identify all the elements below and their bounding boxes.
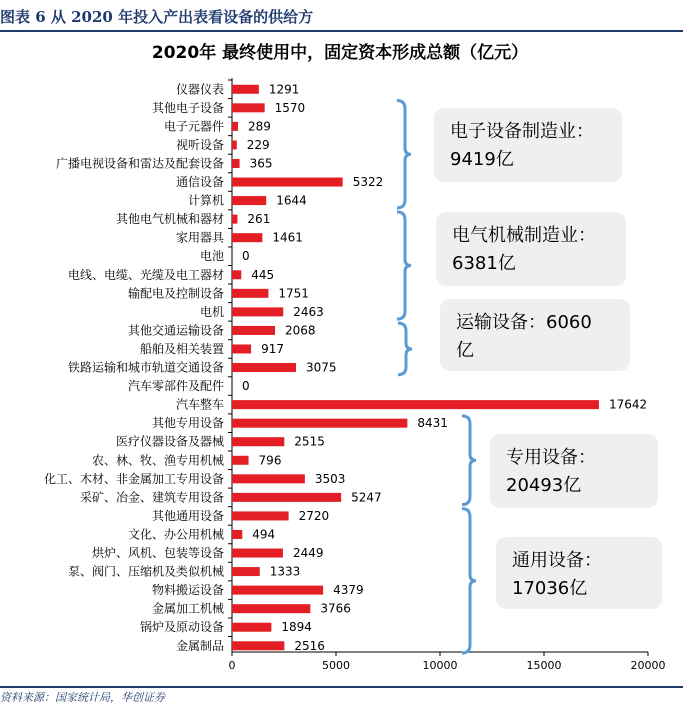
category-label: 视听设备 [175,137,224,152]
bar [232,233,262,242]
value-label: 289 [248,119,271,134]
x-tick-label: 20000 [630,659,666,672]
bar [232,641,284,650]
category-label: 汽车零部件及配件 [127,379,224,394]
bar [232,344,251,353]
value-label: 229 [246,137,270,152]
category-label: 其他电子设备 [151,100,224,115]
chart-title: 2020年 最终使用中，固定资本形成总额（亿元） [151,43,529,63]
group-bracket [397,212,411,319]
category-label: 其他电气机械和器材 [115,212,224,227]
value-label: 445 [251,267,275,282]
value-label: 8431 [417,416,448,431]
category-label: 烘炉、风机、包装等设备 [91,546,224,561]
bar [232,567,260,576]
value-label: 1751 [278,286,309,301]
value-label: 1644 [276,193,307,208]
value-label: 917 [261,341,284,356]
source-note: 资料来源：国家统计局，华创证券 [0,691,165,704]
value-label: 1461 [272,230,303,245]
bar [232,604,310,613]
group-bracket [397,101,411,208]
value-label: 2463 [293,304,324,319]
bar [232,85,259,94]
value-label: 365 [249,156,273,171]
value-label: 3075 [305,360,337,375]
value-label: 0 [242,249,250,264]
bar [232,549,283,558]
value-label: 2516 [294,638,325,653]
category-label: 铁路运输和城市轨道交通设备 [67,360,224,375]
value-label: 3503 [314,471,346,486]
group-bracket [462,416,476,505]
bar [232,530,242,539]
x-tick-label: 0 [228,659,236,672]
value-label: 494 [252,527,276,542]
bar [232,456,249,465]
group-total-box: 电气机械制造业： 6381亿 [436,212,626,286]
value-label: 5247 [351,490,382,505]
category-label: 其他通用设备 [151,508,224,523]
category-label: 其他交通运输设备 [127,323,224,338]
bar [232,289,268,298]
category-label: 农、林、牧、渔专用机械 [91,453,224,468]
value-label: 5322 [352,175,384,190]
category-label: 医疗仪器设备及器械 [115,434,224,449]
category-label: 计算机 [187,193,224,208]
category-label: 锅炉及原动设备 [139,620,224,635]
category-label: 仪器仪表 [175,82,224,97]
category-label: 家用器具 [175,230,224,245]
value-label: 1291 [268,82,300,97]
x-tick-label: 5000 [322,659,350,672]
category-label: 采矿、冶金、建筑专用设备 [79,490,224,505]
group-total-box: 运输设备：6060 亿 [440,299,630,371]
group-bracket [462,509,476,653]
value-label: 2720 [298,508,330,523]
category-label: 广播电视设备和雷达及配套设备 [55,156,224,171]
category-label: 通信设备 [175,175,224,190]
bar [232,122,238,131]
category-label: 金属制品 [175,638,224,653]
figure-caption: 图表 6 从 2020 年投入产出表看设备的供给方 [0,8,314,26]
bar [232,326,275,335]
x-tick-label: 15000 [526,659,562,672]
group-total-box: 通用设备： 17036亿 [496,537,662,609]
group-total-box: 专用设备： 20493亿 [490,434,658,508]
category-label: 汽车整车 [175,397,224,412]
value-label: 1333 [269,564,301,579]
category-label: 船舶及相关装置 [139,341,224,356]
bar [232,493,341,502]
bar [232,400,599,409]
group-bracket [398,323,412,375]
bar [232,437,284,446]
bar [232,103,265,112]
bar [232,474,305,483]
value-label: 2515 [294,434,325,449]
bar [232,178,343,187]
category-label: 其他专用设备 [151,416,224,431]
category-label: 文化、办公用机械 [127,527,224,542]
category-label: 泵、阀门、压缩机及类似机械 [67,564,224,579]
bar [232,270,241,279]
bar [232,307,283,316]
x-tick-label: 10000 [422,659,458,672]
bar [232,196,266,205]
category-label: 输配电及控制设备 [127,286,224,301]
value-label: 796 [258,453,282,468]
value-label: 17642 [608,397,648,412]
group-total-box: 电子设备制造业： 9419亿 [434,108,622,182]
category-label: 电线、电缆、光缆及电工器材 [67,267,224,282]
category-label: 金属加工机械 [151,601,224,616]
category-label: 电池 [199,249,224,264]
bar [232,511,289,520]
value-label: 1570 [274,100,306,115]
value-label: 2449 [292,546,324,561]
bar [232,623,271,632]
category-label: 物料搬运设备 [151,583,224,598]
value-label: 4379 [333,583,364,598]
category-label: 化工、木材、非金属加工专用设备 [43,471,224,486]
category-label: 电子元器件 [163,119,224,134]
bar [232,363,296,372]
value-label: 3766 [320,601,351,616]
bar [232,215,237,224]
bar [232,586,323,595]
value-label: 0 [242,379,250,394]
bar [232,140,237,149]
bar [232,159,240,168]
value-label: 261 [247,212,271,227]
category-label: 电机 [199,304,224,319]
value-label: 2068 [285,323,316,338]
bottom-divider [0,686,683,688]
bar [232,419,407,428]
value-label: 1894 [281,620,312,635]
